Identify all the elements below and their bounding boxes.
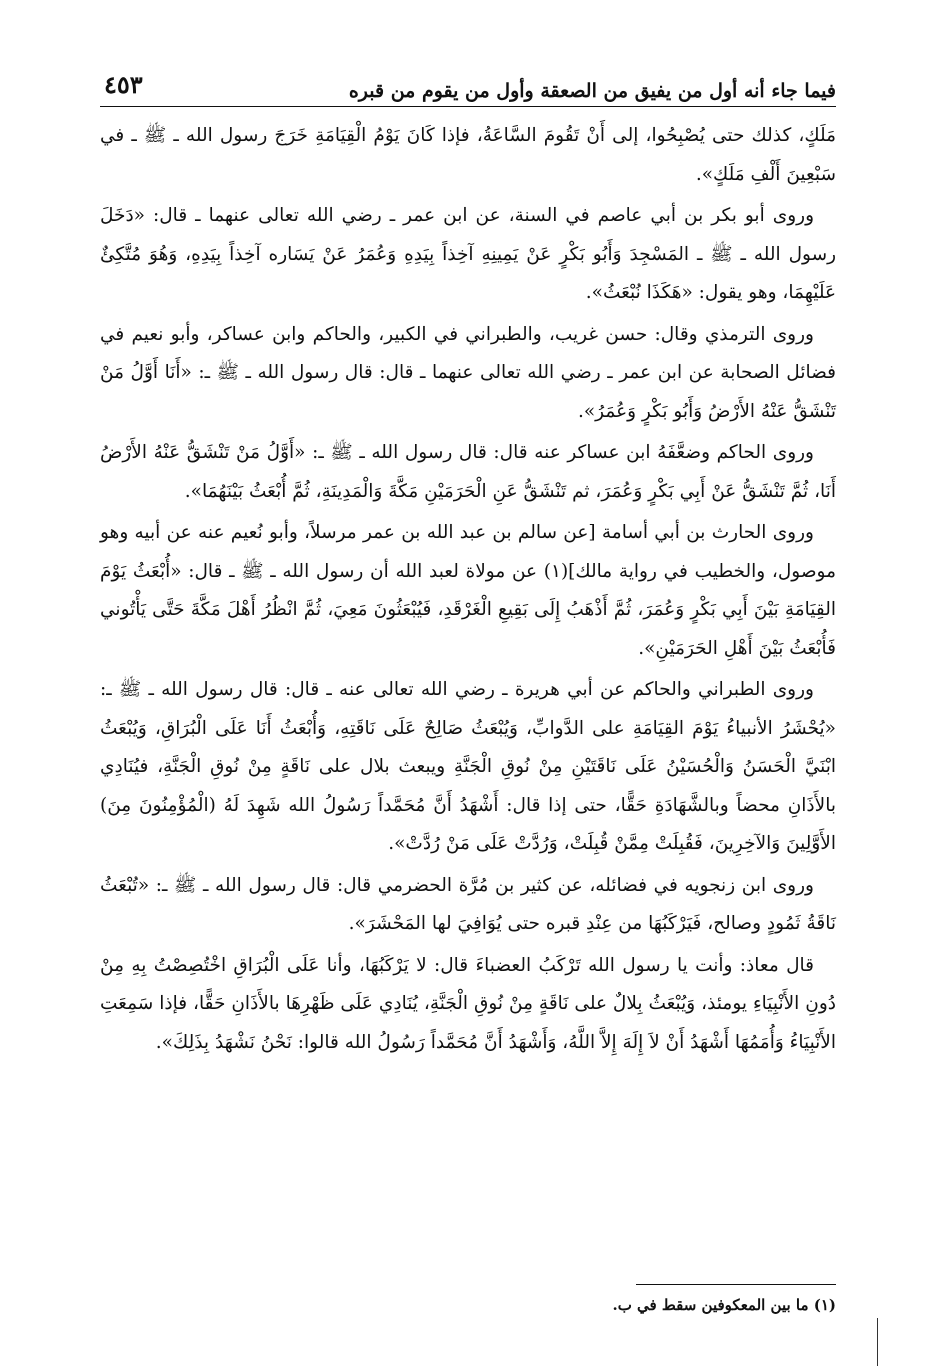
page-header <box>100 62 836 107</box>
footnote: (١) ما بين المعكوفين سقط في ب. <box>612 1296 836 1314</box>
margin-line <box>877 1318 878 1366</box>
running-title: فيما جاء أنه أول من يفيق من الصعقة وأول من يقوم من قبره <box>348 80 836 102</box>
page-number: ٤٥٣ <box>104 70 143 99</box>
paragraph: وروى الحارث بن أبي أسامة [عن سالم بن عبد الله بن عمر مرسلاً، وأبو نُعيم عنه عن أبيه وهو موصول، والخطيب في رواية مالك](١) عن مولاة لعبد الله أن رسول الله ـ ﷺ ـ قال: «أُبْعَثُ يَوْمَ القِيَامَةِ بَيْنَ أَبِي بَكْرٍ وَعُمَرَ، ثُمَّ أَذْهَبُ إِلَى بَقِيعِ الْغَرْقَدِ، فَيُبْعَثُونَ مَعِيَ، ثُمَّ انْظُرُ أَهْلَ مَكَّةَ حَتَّى يَأْتُوني فَأُبْعَثُ بَيْنَ أَهْلِ الحَرَمَيْنِ». <box>100 522 837 659</box>
paragraph: وروى ابن زنجويه في فضائله، عن كثير بن مُرَّة الحضرمي قال: قال رسول الله ـ ﷺ ـ: «تُبْعَثُ نَاقَةُ ثَمُودٍ وصالح، فَيَرْكَبُهَا من عِنْدِ قبره حتى يُوَافِيَ لها المَحْشَرَ». <box>100 874 836 934</box>
paragraph: قال معاذ: وأنت يا رسول الله تَرْكَبُ العضباءَ قال: لا يَرْكَبُهَا، وأنا عَلَى الْبُرَاقِ اخْتُصِصْتُ بِهِ مِنْ دُونِ الأَنْبِيَاءِ يومئذ، وَيُبْعَثُ بِلالٌ على نَاقَةٍ مِنْ نُوقِ الْجَنَّةِ، يُنَادِي عَلَى ظَهْرِهَا بالأَذَانِ حَقًّا، فإذا سَمِعَتِ الأَنْبِيَاءُ وَأُمَمُهَا أَشْهَدُ أَنْ لاَ إِلَهَ إِلاَّ اللَّهُ، وَأَشْهَدُ أَنَّ مُحَمَّداً رَسُولُ الله قالوا: نَحْنُ نَشْهَدُ بِذَلِكَ». <box>100 954 836 1053</box>
paragraph: وروى الطبراني والحاكم عن أبي هريرة ـ رضي الله تعالى عنه ـ قال: قال رسول الله ـ ﷺ ـ: «يُحْشَرُ الأنبياءُ يَوْمَ القِيَامَةِ على الدَّوابِّ، وَيُبْعَثُ صَالِحٌ عَلَى نَاقَتِهِ، وَأُبْعَثُ أَنَا عَلَى الْبُرَاقِ، وَيُبْعَثُ ابْنَيَّ الْحَسَنُ وَالْحُسَيْنُ عَلَى نَاقَتَيْنِ مِنْ نُوقِ الْجَنَّةِ ويبعث بلال على نَاقَةٍ مِنْ نُوقِ الْجَنَّةِ، فيُنَادِي بالأَذَانِ محضاً وبالشَّهَادَةِ حَقًّا، حتى إذا قال: أَشْهَدُ أَنَّ مُحَمَّداً رَسُولُ الله شَهِدَ لَهُ (الْمُؤْمِنُونَ مِنَ) الأَوَّلِينَ وَالآخِرِينَ، فَقُبِلَتْ مِمَّنْ قُبِلَتْ، وَرُدَّتْ عَلَى مَنْ رُدَّتْ». <box>100 679 836 854</box>
book-page <box>100 62 836 1352</box>
main-text <box>100 117 836 1062</box>
footnote-divider <box>636 1284 836 1285</box>
paragraph: وروى الترمذي وقال: حسن غريب، والطبراني في الكبير، والحاكم وابن عساكر، وأبو نعيم في فضائل الصحابة عن ابن عمر ـ رضي الله تعالى عنهما ـ قال: قال رسول الله ـ ﷺ ـ: «أَنَا أَوَّلُ مَنْ تَنْشَقُّ عَنْهُ الأَرْضُ وَأَبُو بَكْرٍ وَعُمَرُ». <box>100 323 836 422</box>
paragraph: مَلَكٍ، كذلك حتى يُصْبِحُوا، إلى أَنْ تَقُومَ السَّاعَةُ، فإذا كَانَ يَوْمُ الْقِيَامَةِ خَرَجَ رسول الله ـ ﷺ ـ في سَبْعِينَ أَلْفِ مَلَكٍ». <box>100 125 836 185</box>
paragraph: وروى الحاكم وضعَّفَهُ ابن عساكر عنه قال: قال رسول الله ـ ﷺ ـ: «أَوَّلُ مَنْ تَنْشَقُّ عَنْهُ الأَرْضُ أَنَا، ثُمَّ تَنْشَقُّ عَنْ أَبِي بَكْرٍ وَعُمَرَ، ثم تَنْشَقُّ عَنِ الْحَرَمَيْنِ مَكَّةَ وَالْمَدِينَةِ، ثُمَّ أُبْعَثُ بَيْنَهُمَا». <box>100 442 836 502</box>
paragraph: وروى أبو بكر بن أبي عاصم في السنة، عن ابن عمر ـ رضي الله تعالى عنهما ـ قال: «دَخَلَ رسول الله ـ ﷺ ـ المَسْجِدَ وَأَبُو بَكْرٍ عَنْ يَمِينِهِ آخِذاً بِيَدِهِ وَعُمَرُ عَنْ يَسَاره آخِذاً بِيَدِهِ، وَهُوَ مُتَّكِئٌ عَلَيْهِمَا، وهو يقول: «هَكَذَا نُبْعَثُ». <box>100 205 836 303</box>
